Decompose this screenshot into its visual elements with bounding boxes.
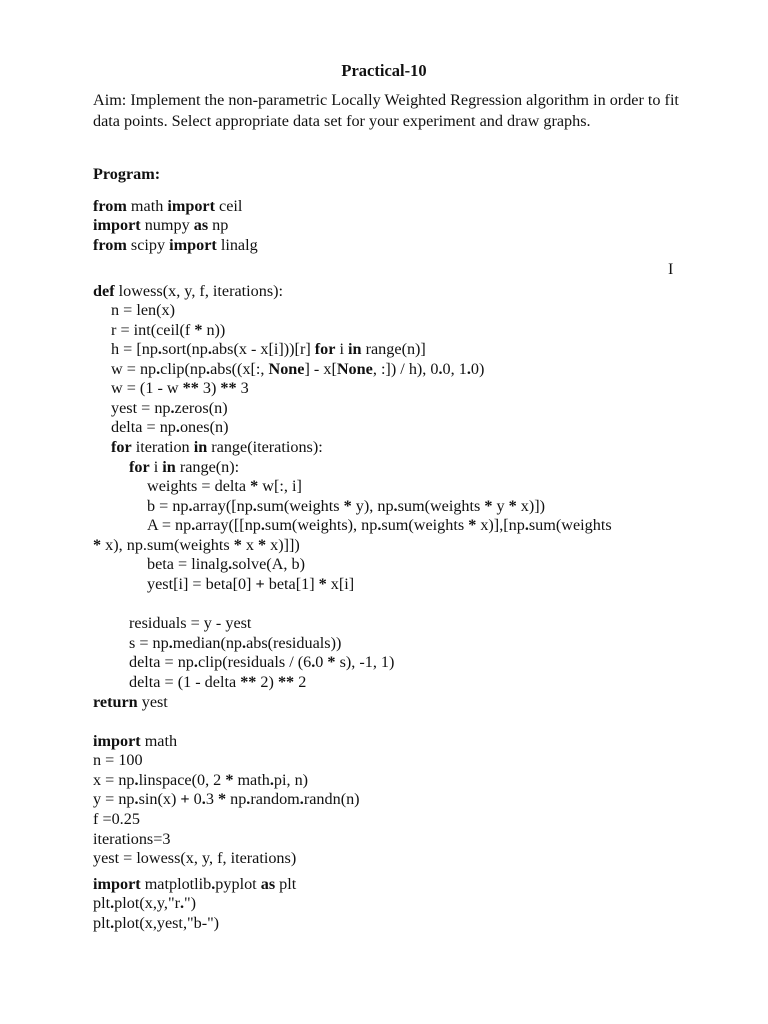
code-line: delta = (1 - delta ** 2) ** 2 — [129, 673, 307, 691]
code-line: x = np.linspace(0, 2 * math.pi, n) — [93, 771, 309, 789]
aim-paragraph: Aim: Implement the non-parametric Locally Weighted Regression algorithm in order to fit data points. Select appropriate data set for your experiment and draw graphs. — [93, 91, 679, 130]
code-line: yest[i] = beta[0] + beta[1] * x[i] — [147, 575, 355, 593]
code-line: import numpy as np — [93, 216, 229, 234]
code-line: y = np.sin(x) + 0.3 * np.random.randn(n) — [93, 790, 360, 808]
code-line: from scipy import linalg — [93, 236, 258, 254]
code-line: def lowess(x, y, f, iterations): — [93, 282, 284, 300]
code-line: r = int(ceil(f * n)) — [111, 321, 226, 339]
code-line: from math import ceil — [93, 197, 243, 215]
code-line: iterations=3 — [93, 830, 171, 848]
code-line: yest = lowess(x, y, f, iterations) — [93, 849, 297, 867]
code-line: for i in range(n): — [129, 458, 240, 476]
code-line: w = (1 - w ** 3) ** 3 — [111, 379, 249, 397]
code-line: * x), np.sum(weights * x * x)]]) — [93, 536, 300, 554]
code-line: import math — [93, 732, 178, 750]
code-line: n = len(x) — [111, 301, 175, 319]
program-heading: Program: — [93, 165, 161, 183]
code-line: beta = linalg.solve(A, b) — [147, 555, 305, 573]
code-line: residuals = y - yest — [129, 614, 252, 632]
code-line: h = [np.sort(np.abs(x - x[i]))[r] for i in range(n)] — [111, 340, 426, 358]
code-line: f =0.25 — [93, 810, 140, 828]
code-line: s = np.median(np.abs(residuals)) — [129, 634, 342, 652]
code-line: delta = np.clip(residuals / (6.0 * s), -1, 1) — [129, 653, 395, 671]
code-line: n = 100 — [93, 751, 143, 769]
code-line: b = np.array([np.sum(weights * y), np.sum(weights * y * x)]) — [147, 497, 546, 515]
code-line: return yest — [93, 693, 168, 711]
code-line: plt.plot(x,y,"r.") — [93, 894, 196, 912]
code-line: plt.plot(x,yest,"b-") — [93, 914, 220, 932]
code-line: yest = np.zeros(n) — [111, 399, 228, 417]
code-line: delta = np.ones(n) — [111, 418, 229, 436]
page-title: Practical-10 — [341, 61, 427, 80]
code-line: weights = delta * w[:, i] — [147, 477, 302, 495]
code-line: import matplotlib.pyplot as plt — [93, 875, 297, 893]
code-line: for iteration in range(iterations): — [111, 438, 323, 456]
code-line: w = np.clip(np.abs((x[:, None] - x[None, :]) / h), 0.0, 1.0) — [111, 360, 485, 378]
text-cursor-mark: I — [668, 261, 674, 278]
code-line: A = np.array([[np.sum(weights), np.sum(weights * x)],[np.sum(weights — [147, 516, 612, 534]
